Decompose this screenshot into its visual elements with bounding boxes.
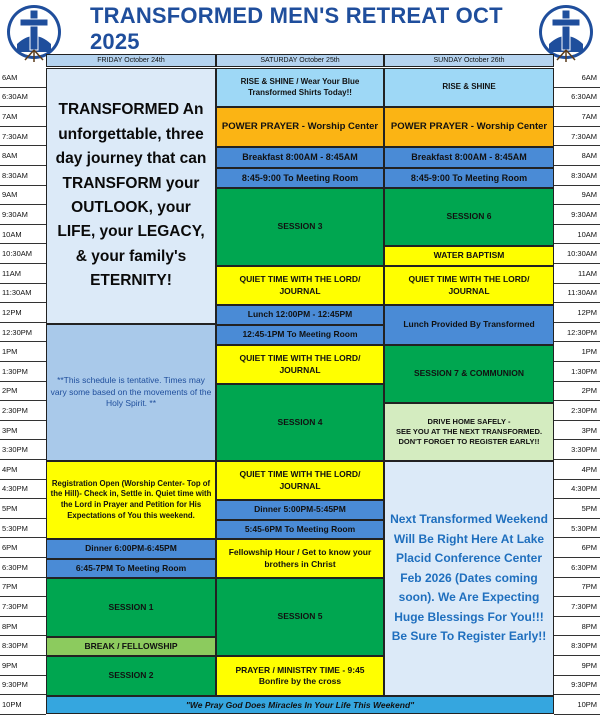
- column-header-sunday: SUNDAY October 26th: [384, 54, 554, 67]
- time-label-right: 2PM: [554, 382, 600, 402]
- time-label-right: 9PM: [554, 656, 600, 676]
- saturday-quiet-time-1: QUIET TIME WITH THE LORD/ JOURNAL: [216, 266, 384, 305]
- time-label-left: 7PM: [0, 578, 46, 598]
- time-label-right: 9AM: [554, 186, 600, 206]
- time-label-left: 9:30PM: [0, 676, 46, 696]
- time-label-right: 9:30AM: [554, 205, 600, 225]
- time-label-right: 10:30AM: [554, 244, 600, 264]
- sunday-water-baptism: WATER BAPTISM: [384, 246, 554, 266]
- saturday-dinner: Dinner 5:00PM-5:45PM: [216, 500, 384, 520]
- sunday-session-6: SESSION 6: [384, 188, 554, 246]
- time-label-right: 8PM: [554, 617, 600, 637]
- saturday-lunch: Lunch 12:00PM - 12:45PM: [216, 305, 384, 325]
- time-label-left: 6PM: [0, 538, 46, 558]
- time-label-left: 6:30PM: [0, 558, 46, 578]
- friday-dinner: Dinner 6:00PM-6:45PM: [46, 539, 216, 559]
- time-label-right: 3PM: [554, 421, 600, 441]
- sunday-session-7: SESSION 7 & COMMUNION: [384, 345, 554, 403]
- time-label-left: 8AM: [0, 146, 46, 166]
- saturday-prayer-ministry: [216, 656, 384, 696]
- column-header-friday: FRIDAY October 24th: [46, 54, 216, 67]
- time-label-left: 8:30PM: [0, 636, 46, 656]
- saturday-to-meeting-room-noon: 12:45-1PM To Meeting Room: [216, 325, 384, 345]
- friday-session-2: SESSION 2: [46, 656, 216, 696]
- saturday-quiet-time-2: QUIET TIME WITH THE LORD/ JOURNAL: [216, 345, 384, 384]
- saturday-quiet-time-3: QUIET TIME WITH THE LORD/ JOURNAL: [216, 461, 384, 500]
- time-label-right: 6AM: [554, 68, 600, 88]
- saturday-to-meeting-room-am: 8:45-9:00 To Meeting Room: [216, 168, 384, 188]
- time-label-left: 1:30PM: [0, 362, 46, 382]
- time-label-right: 4PM: [554, 460, 600, 480]
- friday-tentative-note: **This schedule is tentative. Times may vary some based on the movements of the Holy Spirit. **: [46, 324, 216, 461]
- time-label-right: 9:30PM: [554, 676, 600, 696]
- time-label-left: 3PM: [0, 421, 46, 441]
- time-label-right: 1:30PM: [554, 362, 600, 382]
- time-label-right: 5PM: [554, 499, 600, 519]
- time-label-left: 2:30PM: [0, 401, 46, 421]
- sunday-breakfast: Breakfast 8:00AM - 8:45AM: [384, 147, 554, 168]
- sunday-lunch: Lunch Provided By Transformed: [384, 305, 554, 345]
- time-label-left: 7AM: [0, 107, 46, 127]
- time-label-right: 7:30AM: [554, 127, 600, 147]
- time-label-left: 8PM: [0, 617, 46, 637]
- time-label-left: 12:30PM: [0, 323, 46, 343]
- time-label-left: 4PM: [0, 460, 46, 480]
- time-label-left: 9AM: [0, 186, 46, 206]
- footer-banner: "We Pray God Does Miracles In Your Life This Weekend": [46, 696, 554, 714]
- time-label-right: 4:30PM: [554, 480, 600, 500]
- friday-session-1: SESSION 1: [46, 578, 216, 637]
- saturday-prayer-line-2: Bonfire by the cross: [258, 676, 342, 686]
- time-label-left: 3:30PM: [0, 440, 46, 460]
- time-label-left: 5:30PM: [0, 519, 46, 539]
- time-label-left: 11:30AM: [0, 284, 46, 304]
- time-label-left: 9PM: [0, 656, 46, 676]
- time-label-right: 11AM: [554, 264, 600, 284]
- saturday-session-4: SESSION 4: [216, 384, 384, 461]
- time-label-left: 7:30AM: [0, 127, 46, 147]
- time-label-right: 11:30AM: [554, 284, 600, 304]
- sunday-power-prayer: POWER PRAYER - Worship Center: [384, 107, 554, 147]
- time-label-left: 9:30AM: [0, 205, 46, 225]
- time-label-right: 7AM: [554, 107, 600, 127]
- time-label-left: 2PM: [0, 382, 46, 402]
- saturday-prayer-line-1: PRAYER / MINISTRY TIME - 9:45: [235, 664, 365, 675]
- saturday-rise-and-shine: RISE & SHINE / Wear Your Blue Transformed Shirts Today!!: [216, 68, 384, 107]
- page-title: TRANSFORMED MEN'S RETREAT OCT 2025: [90, 3, 503, 54]
- time-label-right: 6PM: [554, 538, 600, 558]
- cross-logo-left: [3, 2, 65, 62]
- cross-logo-right: [535, 2, 597, 62]
- friday-registration: Registration Open (Worship Center- Top of the Hill)- Check in, Settle in. Quiet time with the Lord in Prayer and Petition for His Expectations of You this weekend.: [46, 461, 216, 539]
- sunday-drive-line-2: SEE YOU AT THE NEXT TRANSFORMED.: [395, 426, 543, 436]
- column-header-saturday: SATURDAY October 25th: [216, 54, 384, 67]
- sunday-rise-and-shine: RISE & SHINE: [384, 68, 554, 107]
- friday-intro: TRANSFORMED An unforgettable, three day journey that can TRANSFORM your OUTLOOK, your LIFE, your LEGACY, & your family's ETERNITY!: [46, 68, 216, 324]
- time-label-right: 12PM: [554, 303, 600, 323]
- time-label-right: 8:30PM: [554, 636, 600, 656]
- time-label-right: 5:30PM: [554, 519, 600, 539]
- time-label-left: 1PM: [0, 342, 46, 362]
- time-label-right: 10PM: [554, 695, 600, 715]
- time-label-right: 7PM: [554, 578, 600, 598]
- sunday-next-weekend: Next Transformed Weekend Will Be Right Here At Lake Placid Conference Center Feb 2026 (Dates coming soon). We Are Expecting Huge Blessings For You!!! Be Sure To Register Early!!: [384, 461, 554, 696]
- time-label-left: 8:30AM: [0, 166, 46, 186]
- sunday-quiet-time: QUIET TIME WITH THE LORD/ JOURNAL: [384, 266, 554, 305]
- time-label-left: 6AM: [0, 68, 46, 88]
- saturday-fellowship: Fellowship Hour / Get to know your brothers in Christ: [216, 539, 384, 578]
- sunday-drive-line-3: DON'T FORGET TO REGISTER EARLY!!: [398, 437, 540, 447]
- time-label-left: 4:30PM: [0, 480, 46, 500]
- saturday-session-5: SESSION 5: [216, 578, 384, 656]
- time-label-right: 6:30PM: [554, 558, 600, 578]
- time-label-left: 10PM: [0, 695, 46, 715]
- sunday-to-meeting-room: 8:45-9:00 To Meeting Room: [384, 168, 554, 188]
- time-label-right: 2:30PM: [554, 401, 600, 421]
- friday-break: BREAK / FELLOWSHIP: [46, 637, 216, 656]
- saturday-session-3: SESSION 3: [216, 188, 384, 266]
- time-label-right: 7:30PM: [554, 597, 600, 617]
- sunday-drive-line-1: DRIVE HOME SAFELY -: [427, 416, 511, 426]
- time-label-left: 7:30PM: [0, 597, 46, 617]
- friday-to-meeting-room: 6:45-7PM To Meeting Room: [46, 559, 216, 578]
- time-label-left: 5PM: [0, 499, 46, 519]
- time-label-right: 1PM: [554, 342, 600, 362]
- saturday-breakfast: Breakfast 8:00AM - 8:45AM: [216, 147, 384, 168]
- time-label-left: 11AM: [0, 264, 46, 284]
- time-label-left: 6:30AM: [0, 88, 46, 108]
- time-label-left: 10:30AM: [0, 244, 46, 264]
- time-label-right: 12:30PM: [554, 323, 600, 343]
- saturday-to-meeting-room-pm: 5:45-6PM To Meeting Room: [216, 520, 384, 539]
- time-label-right: 8:30AM: [554, 166, 600, 186]
- time-label-right: 6:30AM: [554, 88, 600, 108]
- time-label-left: 12PM: [0, 303, 46, 323]
- time-label-right: 10AM: [554, 225, 600, 245]
- time-label-right: 3:30PM: [554, 440, 600, 460]
- saturday-power-prayer: POWER PRAYER - Worship Center: [216, 107, 384, 147]
- time-label-right: 8AM: [554, 146, 600, 166]
- sunday-drive-home: [384, 403, 554, 461]
- time-label-left: 10AM: [0, 225, 46, 245]
